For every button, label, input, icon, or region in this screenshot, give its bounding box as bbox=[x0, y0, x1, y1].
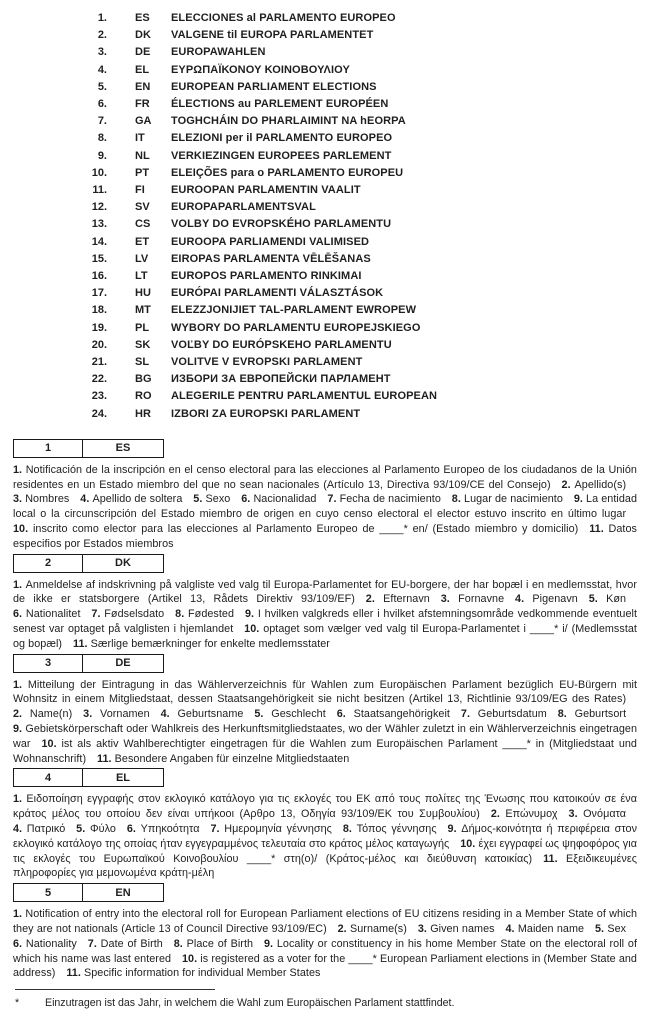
language-list-item bbox=[75, 44, 637, 61]
paragraph-field: 4. Apellido de soltera bbox=[80, 493, 183, 506]
section-number-cell: 1 bbox=[14, 440, 83, 457]
item-number: 20. bbox=[91, 338, 107, 351]
language-list-item bbox=[75, 165, 637, 182]
language-title: ИЗБОРИ ЗА ЕВРОПЕЙСКИ ПАРЛАМЕНТ bbox=[171, 373, 391, 386]
item-number: 17. bbox=[91, 287, 107, 300]
language-list-item bbox=[75, 182, 637, 199]
paragraph-field: 3. Nombres bbox=[13, 493, 70, 506]
item-number: 5. bbox=[97, 80, 107, 93]
section-language-cell: DK bbox=[115, 557, 131, 570]
item-number: 16. bbox=[91, 270, 107, 283]
language-list-item bbox=[75, 388, 637, 405]
footnote-divider bbox=[15, 989, 215, 990]
item-number: 23. bbox=[91, 390, 107, 403]
field-number: 10. bbox=[181, 952, 198, 965]
item-number: 10. bbox=[91, 166, 107, 179]
item-number: 3. bbox=[97, 46, 107, 59]
paragraph-field: 7. Geburtsdatum bbox=[460, 708, 547, 721]
field-number: 11. bbox=[72, 637, 88, 650]
item-number: 24. bbox=[91, 407, 107, 420]
paragraph-field: 4. Πατρικό bbox=[13, 823, 66, 836]
language-list-item bbox=[75, 62, 637, 79]
paragraph-field: 2. Επώνυμοχ bbox=[490, 808, 558, 821]
field-number: 4. bbox=[505, 923, 515, 935]
language-list-item bbox=[75, 371, 637, 388]
language-list-item bbox=[75, 199, 637, 216]
field-number: 1. bbox=[13, 908, 23, 921]
language-code: SV bbox=[135, 201, 150, 214]
paragraph-field: 11. Specific information for individual Member States bbox=[66, 967, 321, 980]
item-number: 21. bbox=[91, 356, 107, 369]
item-number: 7. bbox=[97, 115, 107, 128]
footnote-area bbox=[13, 989, 637, 1010]
field-number: 9. bbox=[447, 823, 457, 836]
section-header-box bbox=[13, 439, 164, 458]
language-list-item bbox=[75, 96, 637, 113]
paragraph-field: 3. Given names bbox=[417, 923, 495, 935]
paragraph-field: 6. Staatsangehörigkeit bbox=[336, 708, 450, 721]
language-code: MT bbox=[135, 304, 151, 317]
field-number: 5. bbox=[76, 823, 86, 836]
language-list-item bbox=[75, 251, 637, 268]
paragraph-field: 6. Υπηκοότητα bbox=[126, 823, 200, 836]
field-number: 4. bbox=[160, 708, 170, 721]
language-list-item bbox=[75, 268, 637, 285]
paragraph-field: 9. Locality or constituency in his home Member State on the electoral roll of which his name was last entered bbox=[13, 937, 637, 965]
paragraph-field: 9. Δήμος-κοινότητα ή περιφέρεια στον εκλογικό κατάλογο της οποίας ήταν εγγεγραμμένος τελευταία στο κράτος μέλος καταγωγής bbox=[13, 823, 638, 850]
language-title: EUROOPAN PARLAMENTIN VAALIT bbox=[171, 184, 361, 197]
item-number: 9. bbox=[97, 149, 107, 162]
section-paragraph bbox=[13, 678, 637, 767]
paragraph-field: 4. Pigenavn bbox=[515, 593, 578, 606]
paragraph-field: 9. I hvilken valgkreds eller i hvilket afstemningsområde vedkommende eventuelt senest var optaget på valglisten i hjemlandet bbox=[13, 608, 637, 636]
language-title: WYBORY DO PARLAMENTU EUROPEJSKIEGO bbox=[171, 321, 421, 334]
field-number: 4. bbox=[515, 593, 525, 606]
paragraph-field: 7. Fecha de nacimiento bbox=[327, 493, 441, 506]
item-number: 15. bbox=[91, 252, 107, 265]
section-language-cell: ES bbox=[115, 442, 131, 455]
section-paragraph bbox=[13, 463, 637, 552]
language-list-item bbox=[75, 337, 637, 354]
language-title: VOLBY DO EVROPSKÉHO PARLAMENTU bbox=[171, 218, 392, 231]
language-list-item bbox=[75, 130, 637, 147]
paragraph-field: 1. Mitteilung der Eintragung in das Wählerverzeichnis für Wahlen zum Europäischen Parlament bezüglich EU-Bürgern mit Wohnsitz in einem Mitgliedstaat, dessen Staatsangehörigkeit sie nicht besitzen (Artikel 13, Richtlinie 93/109/EG des Rates) bbox=[13, 678, 637, 706]
item-number: 12. bbox=[91, 201, 107, 214]
paragraph-field: 10. is registered as a voter for the ____* European Parliament elections in (Member State and address) bbox=[13, 952, 637, 980]
field-number: 6. bbox=[13, 937, 23, 950]
language-title: VOĽBY DO EURÓPSKEHO PARLAMENTU bbox=[171, 338, 392, 351]
language-list-item bbox=[75, 148, 637, 165]
language-title: ELEIÇÕES para o PARLAMENTO EUROPEU bbox=[171, 166, 404, 179]
field-number: 11. bbox=[97, 752, 112, 765]
field-number: 6. bbox=[241, 493, 251, 506]
language-section bbox=[13, 554, 637, 652]
item-number: 4. bbox=[97, 63, 107, 76]
language-title: EUROPAWAHLEN bbox=[171, 46, 266, 59]
field-number: 3. bbox=[13, 493, 23, 506]
language-code: FI bbox=[135, 184, 145, 197]
field-number: 9. bbox=[13, 723, 23, 736]
section-number-cell: 2 bbox=[14, 555, 83, 572]
paragraph-field: 11. Εξειδικευμένες πληροφορίες για μεμονωμένα κράτη-μέλη bbox=[13, 852, 637, 880]
field-number: 11. bbox=[589, 523, 604, 536]
paragraph-field: 6. Nacionalidad bbox=[241, 493, 317, 506]
language-code: HU bbox=[135, 287, 151, 300]
language-code: LV bbox=[135, 252, 149, 265]
item-number: 18. bbox=[91, 304, 107, 317]
field-number: 3. bbox=[83, 708, 93, 721]
language-list-item bbox=[75, 27, 637, 44]
language-list-item bbox=[75, 406, 637, 423]
sections-container bbox=[13, 423, 637, 981]
paragraph-field: 2. Surname(s) bbox=[337, 923, 407, 935]
field-number: 5. bbox=[193, 493, 203, 506]
field-number: 1. bbox=[13, 678, 23, 691]
language-code: ET bbox=[135, 235, 150, 248]
language-section bbox=[13, 439, 637, 552]
paragraph-field: 7. Fødselsdato bbox=[91, 608, 165, 621]
paragraph-field: 2. Name(n) bbox=[13, 708, 73, 721]
language-code: SL bbox=[135, 356, 150, 369]
item-number: 11. bbox=[92, 184, 107, 197]
paragraph-field: 10. inscrito como elector para las elecciones al Parlamento Europeo de ____* en/ (Estado miembro y domicilio) bbox=[13, 523, 579, 536]
language-list-item bbox=[75, 354, 637, 371]
item-number: 22. bbox=[91, 373, 107, 386]
language-list-item bbox=[75, 216, 637, 233]
section-header-box bbox=[13, 654, 164, 673]
item-number: 14. bbox=[91, 235, 107, 248]
language-code: EL bbox=[135, 63, 150, 76]
language-code: BG bbox=[135, 373, 152, 386]
paragraph-field: 1. Notificación de la inscripción en el censo electoral para las elecciones al Parlamento Europeo de los ciudadanos de la Unión residentes en un Estado miembro del que no sean nacionales (Artículo 13, Directiva 93/109/CE del Consejo) bbox=[13, 463, 637, 491]
field-number: 4. bbox=[13, 823, 23, 836]
language-code: NL bbox=[135, 149, 150, 162]
section-header-box bbox=[13, 554, 164, 573]
language-code: DK bbox=[135, 29, 151, 42]
paragraph-field: 9. Gebietskörperschaft oder Wahlkreis des Herkunftsmitgliedstaates, wo der Wähler zuletzt in ein Wählerverzeichnis eingetragen war bbox=[13, 723, 637, 750]
field-number: 8. bbox=[173, 937, 183, 950]
language-title: ÉLECTIONS au PARLEMENT EUROPÉEN bbox=[171, 98, 389, 111]
field-number: 6. bbox=[336, 708, 346, 721]
field-number: 7. bbox=[327, 493, 337, 506]
language-code: LT bbox=[135, 270, 148, 283]
field-number: 3. bbox=[440, 593, 450, 606]
language-title: EUROPEAN PARLIAMENT ELECTIONS bbox=[171, 80, 377, 93]
field-number: 2. bbox=[490, 808, 500, 821]
paragraph-field: 8. Τόπος γέννησης bbox=[342, 823, 437, 836]
language-code: PT bbox=[135, 166, 150, 179]
paragraph-field: 5. Φύλο bbox=[76, 823, 116, 836]
language-title: ELEZIONI per il PARLAMENTO EUROPEO bbox=[171, 132, 393, 145]
paragraph-field: 5. Sexo bbox=[193, 493, 231, 506]
language-list-item bbox=[75, 10, 637, 27]
language-code: SK bbox=[135, 338, 151, 351]
paragraph-field: 2. Apellido(s) bbox=[561, 478, 627, 491]
field-number: 10. bbox=[460, 837, 476, 850]
language-title-list bbox=[13, 10, 637, 423]
field-number: 4. bbox=[80, 493, 90, 506]
language-code: EN bbox=[135, 80, 151, 93]
paragraph-field: 5. Sex bbox=[594, 923, 627, 935]
language-list-item bbox=[75, 302, 637, 319]
language-title: EUROOPA PARLIAMENDI VALIMISED bbox=[171, 235, 370, 248]
paragraph-field: 3. Fornavne bbox=[440, 593, 505, 606]
language-title: EIROPAS PARLAMENTA VĒLĒŠANAS bbox=[171, 252, 371, 265]
paragraph-field: 3. Ονόματα bbox=[568, 808, 627, 821]
field-number: 5. bbox=[594, 923, 605, 935]
language-section bbox=[13, 768, 637, 881]
language-code: ES bbox=[135, 12, 150, 24]
language-title: VALGENE til EUROPA PARLAMENTET bbox=[171, 29, 374, 42]
footnote-marker: * bbox=[15, 997, 20, 1009]
field-number: 3. bbox=[568, 808, 578, 821]
language-title: EUROPOS PARLAMENTO RINKIMAI bbox=[171, 270, 362, 283]
language-title: IZBORI ZA EUROPSKI PARLAMENT bbox=[171, 407, 361, 420]
language-code: PL bbox=[135, 321, 150, 334]
footnote-text: Einzutragen ist das Jahr, in welchem die Wahl zum Europäischen Parlament stattfindet. bbox=[45, 997, 455, 1009]
language-section bbox=[13, 883, 637, 981]
field-number: 10. bbox=[41, 737, 57, 750]
paragraph-field: 6. Nationality bbox=[13, 937, 77, 950]
section-paragraph bbox=[13, 907, 637, 981]
paragraph-field: 4. Geburtsname bbox=[160, 708, 244, 721]
item-number: 8. bbox=[97, 132, 107, 145]
field-number: 3. bbox=[417, 923, 427, 935]
section-paragraph bbox=[13, 578, 637, 652]
paragraph-field: 11. Datos especifios por Estados miembros bbox=[13, 523, 637, 550]
paragraph-field: 1. Anmeldelse af indskrivning på valgliste ved valg til Europa-Parlamentet for EU-borgere, der har bopæl i en medlemsstat, hvor de ikke er statsborgere (Artikel 13, Rådets Direktiv 93/109/EF) bbox=[13, 578, 637, 606]
item-number: 2. bbox=[97, 29, 107, 42]
paragraph-field: 11. Besondere Angaben für einzelne Mitgliedstaaten bbox=[97, 752, 350, 765]
paragraph-field: 3. Vornamen bbox=[83, 708, 150, 721]
field-number: 11. bbox=[66, 967, 81, 980]
field-number: 8. bbox=[175, 608, 185, 621]
field-number: 7. bbox=[91, 608, 101, 621]
field-number: 1. bbox=[13, 793, 23, 806]
language-code: CS bbox=[135, 218, 151, 231]
paragraph-field: 7. Ημερομηνία γέννησης bbox=[210, 823, 332, 836]
field-number: 7. bbox=[460, 708, 470, 721]
language-code: DE bbox=[135, 46, 151, 59]
field-number: 7. bbox=[210, 823, 220, 836]
paragraph-field: 1. Ειδοποίηση εγγραφής στον εκλογικό κατάλογο για τις εκλογές του ΕΚ από τους πολίτες της Ένωσης που κατοικούν σε ένα κράτος μέλος του οποίου δεν είναι υπήκοοι (Αρθρο 13, Οδηγία 93/109/ΕΚ του Συμβουλίου) bbox=[13, 793, 637, 821]
field-number: 10. bbox=[13, 523, 29, 536]
language-title: VOLITVE V EVROPSKI PARLAMENT bbox=[171, 356, 363, 369]
item-number: 13. bbox=[91, 218, 107, 231]
item-number: 6. bbox=[97, 98, 107, 111]
field-number: 5. bbox=[254, 708, 264, 721]
language-list-item bbox=[75, 234, 637, 251]
section-number-cell: 3 bbox=[14, 655, 83, 672]
paragraph-field: 11. Særlige bemærkninger for enkelte medlemsstater bbox=[72, 637, 330, 650]
section-number-cell: 5 bbox=[14, 884, 83, 901]
paragraph-field: 8. Geburtsort bbox=[557, 708, 627, 721]
item-number: 1. bbox=[97, 12, 107, 24]
language-section bbox=[13, 654, 637, 767]
paragraph-field: 8. Lugar de nacimiento bbox=[451, 493, 563, 506]
paragraph-field: 7. Date of Birth bbox=[87, 937, 163, 950]
field-number: 2. bbox=[365, 593, 375, 606]
paragraph-field: 8. Place of Birth bbox=[173, 937, 254, 950]
language-title: EUROPAPARLAMENTSVAL bbox=[171, 201, 316, 214]
field-number: 7. bbox=[87, 937, 97, 950]
language-code: FR bbox=[135, 98, 150, 111]
language-list-item bbox=[75, 285, 637, 302]
paragraph-field: 6. Nationalitet bbox=[13, 608, 81, 621]
language-list-item bbox=[75, 113, 637, 130]
footnote bbox=[13, 997, 637, 1010]
field-number: 10. bbox=[244, 623, 260, 636]
section-paragraph bbox=[13, 792, 637, 881]
paragraph-field: 8. Fødested bbox=[175, 608, 235, 621]
field-number: 8. bbox=[451, 493, 461, 506]
paragraph-field: 5. Køn bbox=[588, 593, 627, 606]
language-code: IT bbox=[135, 132, 145, 145]
language-title: ΕΥΡΩΠΑΪΚΟΝΟΥ ΚΟΙΝΟΒΟΥΛΙΟΥ bbox=[171, 63, 350, 76]
language-code: RO bbox=[135, 390, 152, 403]
paragraph-field: 1. Notification of entry into the electoral roll for European Parliament elections of EU citizens residing in a Member State of which they are not nationals (Article 13 of Council Directive 93/109/EC) bbox=[13, 908, 637, 935]
language-title: VERKIEZINGEN EUROPEES PARLEMENT bbox=[171, 149, 392, 162]
section-language-cell: EN bbox=[115, 886, 131, 899]
field-number: 1. bbox=[13, 463, 23, 476]
section-number-cell: 4 bbox=[14, 769, 83, 786]
section-language-cell: EL bbox=[115, 771, 131, 784]
paragraph-field: 2. Efternavn bbox=[365, 593, 430, 606]
language-code: GA bbox=[135, 115, 152, 128]
section-language-cell: DE bbox=[115, 657, 131, 670]
field-number: 2. bbox=[13, 708, 23, 721]
language-list-item bbox=[75, 320, 637, 337]
field-number: 6. bbox=[126, 823, 136, 836]
item-number: 19. bbox=[91, 321, 107, 334]
field-number: 1. bbox=[13, 578, 23, 591]
field-number: 2. bbox=[561, 478, 571, 491]
language-title: EURÓPAI PARLAMENTI VÁLASZTÁSOK bbox=[171, 287, 384, 300]
language-title: ELECCIONES al PARLAMENTO EUROPEO bbox=[171, 12, 396, 24]
paragraph-field: 10. έχει εγγραφεί ως ψηφοφόρος για τις εκλογές του Ευρωπαϊκού Κοινοβουλίου ____* στη(ο)/ (Κράτος-μέλος και διεύθυνση κατοικίας) bbox=[13, 837, 637, 865]
paragraph-field: 5. Geschlecht bbox=[254, 708, 326, 721]
section-header-box bbox=[13, 768, 164, 787]
field-number: 6. bbox=[13, 608, 23, 621]
paragraph-field: 10. optaget som vælger ved valg til Europa-Parlamentet i ____* i/ (Medlemsstat og bopæl) bbox=[13, 623, 637, 650]
section-header-box bbox=[13, 883, 164, 902]
field-number: 8. bbox=[342, 823, 352, 836]
field-number: 2. bbox=[337, 923, 347, 935]
field-number: 9. bbox=[244, 608, 255, 621]
language-title: TOGHCHÁIN DO PHARLAIMINT NA hEORPA bbox=[171, 115, 406, 128]
field-number: 9. bbox=[573, 493, 583, 506]
language-list-item bbox=[75, 79, 637, 96]
field-number: 11. bbox=[543, 852, 558, 865]
paragraph-field: 10. ist als aktiv Wahlberechtigter eingetragen für die Wahlen zum Europäischen Parlament ____* in (Mitgliedstaat und Wohnanschrift) bbox=[13, 737, 637, 765]
field-number: 8. bbox=[557, 708, 567, 721]
field-number: 5. bbox=[588, 593, 598, 606]
field-number: 9. bbox=[263, 937, 274, 950]
language-title: ELEZZJONIJIET TAL-PARLAMENT EWROPEW bbox=[171, 304, 417, 317]
language-code: HR bbox=[135, 407, 151, 420]
paragraph-field: 9. La entidad local o la circunscripción del Estado miembro de origen en cuyo censo electoral el elector estuvo inscrito en último lugar bbox=[13, 493, 638, 521]
language-title: ALEGERILE PENTRU PARLAMENTUL EUROPEAN bbox=[171, 390, 438, 403]
paragraph-field: 4. Maiden name bbox=[505, 923, 585, 935]
